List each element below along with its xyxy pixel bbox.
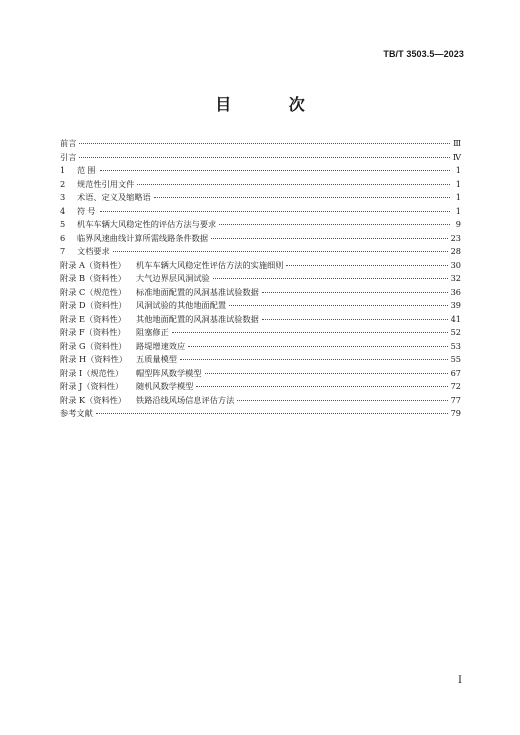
toc-entry-number: 5 (60, 219, 66, 229)
toc-entry-title: 引言 (60, 151, 77, 162)
toc-entry[interactable] (60, 259, 461, 273)
toc-entry-number: 4 (60, 205, 66, 216)
toc-entry-page: 41 (450, 313, 461, 324)
toc-entry-title: 路堤增速效应 (136, 340, 186, 351)
toc-dot-leader (188, 346, 447, 347)
toc-entry[interactable] (60, 353, 461, 367)
toc-entry-title: 大气边界层风洞试验 (136, 273, 210, 283)
toc-dot-leader (211, 238, 448, 239)
toc-entry-title: 机车车辆大风稳定性的评估方法与要求 (77, 219, 217, 229)
toc-entry-title: 符号 (77, 205, 98, 216)
toc-entry-title: 参考文献 (60, 408, 93, 418)
toc-dot-leader (237, 400, 447, 401)
toc-entry-number: 附录 I（规范性） (60, 367, 124, 378)
toc-dot-leader (219, 224, 450, 225)
toc-entry-page: 79 (450, 408, 461, 418)
toc-entry-title: 规范性引用文件 (77, 178, 135, 189)
toc-entry-title: 标准地面配置的风洞基准试验数据 (136, 286, 259, 297)
toc-entry[interactable] (60, 232, 461, 246)
toc-entry-page: Ⅲ (453, 138, 461, 148)
toc-entry-title: 文档要求 (77, 246, 110, 256)
toc-entry-title: 五质量模型 (136, 354, 177, 364)
toc-entry[interactable] (60, 178, 461, 192)
page-number: Ⅰ (458, 675, 462, 686)
toc-entry-title: 前言 (60, 138, 77, 148)
toc-entry-number: 附录 B（资料性） (60, 273, 126, 283)
toc-entry-page: 39 (450, 300, 461, 310)
toc-dot-leader (229, 305, 448, 306)
toc-entry-title: 阻塞修正 (136, 327, 169, 337)
toc-dot-leader (172, 332, 448, 333)
toc-entry[interactable] (60, 299, 461, 313)
toc-entry[interactable] (60, 151, 461, 165)
toc-entry-page: Ⅳ (452, 151, 461, 162)
toc-entry[interactable] (60, 326, 461, 340)
toc-entry-number: 附录 G（资料性） (60, 340, 127, 351)
toc-entry-title: 随机风数学模型 (136, 381, 194, 391)
toc-dot-leader (262, 319, 448, 320)
toc-entry-page: 30 (450, 259, 461, 270)
toc-entry[interactable] (60, 380, 461, 394)
toc-entry-title: 机车车辆大风稳定性评估方法的实施细则 (136, 259, 284, 270)
toc-dot-leader (154, 197, 450, 198)
toc-dot-leader (79, 143, 450, 144)
toc-entry[interactable] (60, 340, 461, 354)
toc-dot-leader (205, 373, 448, 374)
toc-entry-title: 范围 (77, 165, 98, 175)
toc-entry-number: 6 (60, 232, 66, 243)
toc-entry-title: 临界风速曲线计算所需线路条件数据 (77, 232, 209, 243)
toc-entry-page: 1 (455, 205, 461, 216)
toc-dot-leader (262, 292, 448, 293)
toc-entry-number: 7 (60, 246, 66, 256)
toc-entry-page: 1 (455, 165, 461, 175)
standard-code: TB/T 3503.5—2023 (383, 49, 464, 59)
toc-entry-title: 帽型阵风数学模型 (136, 367, 202, 378)
toc-entry-number: 附录 F（资料性） (60, 327, 126, 337)
toc-entry-number: 附录 C（规范性） (60, 286, 127, 297)
toc-entry-title: 铁路沿线风场信息评估方法 (136, 394, 235, 405)
toc-entry-number: 附录 J（资料性） (60, 381, 124, 391)
toc-entry[interactable] (60, 313, 461, 327)
toc-entry[interactable] (60, 191, 461, 205)
toc-entry-number: 附录 A（资料性） (60, 259, 126, 270)
table-of-contents (60, 137, 461, 421)
toc-entry-number: 2 (60, 178, 66, 189)
toc-entry-page: 32 (450, 273, 461, 283)
toc-entry-title: 风洞试验的其他地面配置 (136, 300, 227, 310)
toc-entry-number: 1 (60, 165, 66, 175)
toc-entry[interactable] (60, 137, 461, 151)
toc-title: 目 次 (215, 95, 331, 114)
toc-entry-page: 1 (455, 192, 461, 202)
toc-dot-leader (100, 211, 450, 212)
toc-dot-leader (196, 386, 447, 387)
toc-entry-page: 52 (450, 327, 461, 337)
toc-entry-page: 36 (450, 286, 461, 297)
toc-entry[interactable] (60, 367, 461, 381)
toc-dot-leader (286, 265, 447, 266)
toc-dot-leader (100, 170, 450, 171)
toc-entry[interactable] (60, 286, 461, 300)
toc-entry-number: 附录 H（资料性） (60, 354, 128, 364)
toc-dot-leader (180, 359, 448, 360)
toc-entry-page: 53 (450, 340, 461, 351)
toc-entry-page: 55 (450, 354, 461, 364)
toc-entry[interactable] (60, 164, 461, 178)
toc-entry[interactable] (60, 407, 461, 421)
toc-entry[interactable] (60, 245, 461, 259)
toc-dot-leader (137, 184, 450, 185)
toc-entry-number: 附录 E（资料性） (60, 313, 126, 324)
toc-entry-page: 67 (450, 367, 461, 378)
toc-entry-page: 77 (450, 394, 461, 405)
toc-entry-number: 附录 K（资料性） (60, 394, 127, 405)
toc-entry[interactable] (60, 272, 461, 286)
toc-dot-leader (213, 278, 448, 279)
toc-entry-number: 附录 D（资料性） (60, 300, 127, 310)
toc-entry-number: 3 (60, 192, 66, 202)
toc-dot-leader (113, 251, 448, 252)
toc-entry-page: 9 (455, 219, 461, 229)
toc-entry-title: 其他地面配置的风洞基准试验数据 (136, 313, 259, 324)
toc-entry-title: 术语、定义及缩略语 (77, 192, 151, 202)
toc-entry-page: 23 (450, 232, 461, 243)
toc-entry-page: 28 (450, 246, 461, 256)
toc-entry[interactable] (60, 205, 461, 219)
toc-entry[interactable] (60, 218, 461, 232)
toc-dot-leader (96, 413, 448, 414)
toc-dot-leader (79, 157, 449, 158)
toc-entry-page: 72 (450, 381, 461, 391)
toc-entry-page: 1 (455, 178, 461, 189)
toc-entry[interactable] (60, 394, 461, 408)
